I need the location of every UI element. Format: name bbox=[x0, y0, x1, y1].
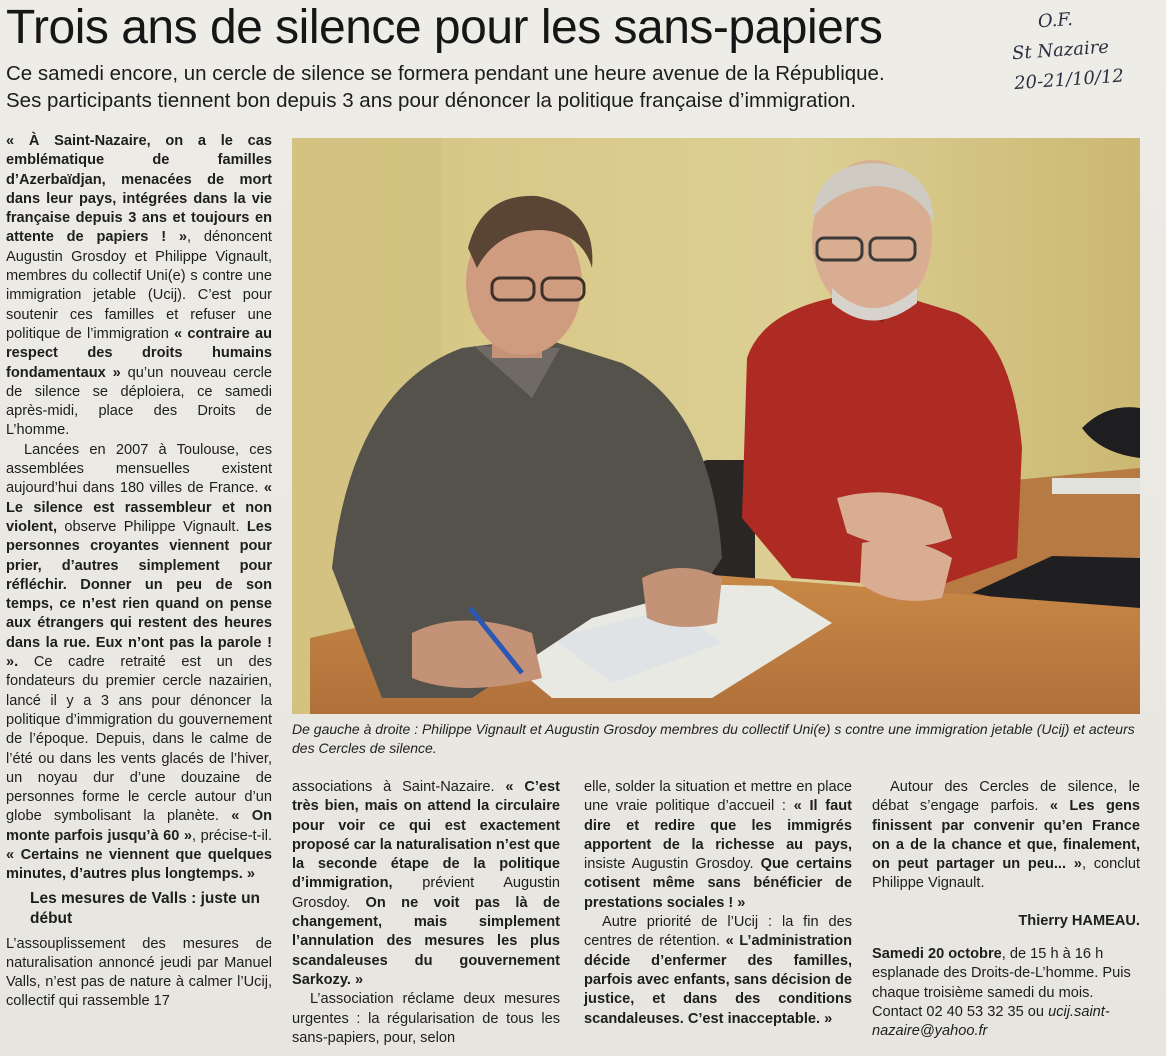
quote-bold: Les personnes croyantes viennent pour prier, d’autres simplement pour réfléchir. Donner un peu de son temps, ce n’est rien quand on pense aux étrangers qui restent des heures dans la rue. Eux n’ont pas la parole ! ». bbox=[6, 518, 272, 671]
body-text: , dénoncent Augustin Grosdoy et Philippe Vignault, membres du collectif Uni(e) s contre une immigration jetable (Ucij). C’est pour soutenir ces familles et refuser une politique de l’immigration bbox=[6, 229, 272, 342]
quote-bold: « Il faut dire et redire que les immigrés apportent de la richesse au pays, bbox=[584, 798, 852, 853]
article-column-1 bbox=[6, 132, 272, 1012]
contact-email: ucij.saint-nazaire@yahoo.fr bbox=[872, 1003, 1110, 1040]
handwritten-note-line: 20-21/10/12 bbox=[1013, 65, 1125, 95]
quote-bold: « C’est très bien, mais on attend la circulaire pour voir ce qui est exactement proposé car la naturalisation n’est que la seconde étape de la politique d’immigration, bbox=[292, 779, 561, 892]
body-text: elle, solder la situation et mettre en place une vraie politique d’accueil : bbox=[584, 779, 852, 815]
body-text: qu’un nouveau cercle de silence se déploiera, ce samedi après-midi, place des Droits de L’homme. bbox=[6, 364, 273, 439]
event-info bbox=[872, 945, 1140, 1041]
quote-bold: « contraire au respect des droits humains fondamentaux » bbox=[6, 325, 272, 381]
standfirst bbox=[6, 60, 1006, 114]
quote-bold: « À Saint-Nazaire, on a le cas emblématique de familles d’Azerbaïdjan, menacées de mort dans leur pays, intégrées dans la vie française depuis 3 ans et toujours en attente de papiers ! » bbox=[6, 133, 272, 246]
body-text: Autour des Cercles de silence, le débat s’engage parfois. bbox=[872, 779, 1140, 815]
body-text: associations à Saint-Nazaire. bbox=[292, 779, 506, 795]
body-text: observe Philippe Vignault. bbox=[57, 518, 247, 535]
author-signature: Thierry HAMEAU. bbox=[1018, 912, 1140, 929]
paragraph bbox=[584, 913, 852, 1029]
quote-bold: On ne voit pas là de changement, mais simplement l’annulation des mesures les plus scandaleuses du gouvernement Sarkozy. » bbox=[292, 894, 560, 988]
handwritten-note-line: St Nazaire bbox=[1011, 36, 1110, 65]
handwritten-note bbox=[1009, 0, 1165, 99]
standfirst-line: Ce samedi encore, un cercle de silence se formera pendant une heure avenue de la République. bbox=[6, 62, 885, 85]
handwritten-note-line: O.F. bbox=[1037, 8, 1074, 33]
article-photo bbox=[292, 138, 1140, 714]
body-text: Lancées en 2007 à Toulouse, ces assemblées mensuelles existent aujourd’hui dans 180 villes de France. bbox=[6, 441, 272, 497]
article-column-4 bbox=[872, 778, 1140, 1042]
paragraph: L’assouplissement des mesures de naturalisation annoncé jeudi par Manuel Valls, n’est pas de nature à calmer l’Ucij, collectif qui rassemble 17 bbox=[6, 935, 272, 1010]
body-text: prévient Augustin Grosdoy. bbox=[292, 875, 560, 911]
quote-bold: Que certains cotisent même sans bénéficier de prestations sociales ! » bbox=[584, 856, 852, 911]
event-date: Samedi 20 octobre bbox=[872, 946, 1002, 963]
body-text: , de 15 h à 16 h esplanade des Droits-de-L’homme. Puis chaque troisième samedi du mois. Contact 02 40 53 32 35 ou bbox=[872, 946, 1131, 1020]
photo-two-men-at-desk bbox=[292, 138, 1140, 714]
paragraph bbox=[872, 778, 1140, 894]
body-text: , précise-t-il. bbox=[192, 827, 273, 844]
article-column-3 bbox=[584, 778, 852, 1029]
body-text: , conclut Philippe Vignault. bbox=[872, 856, 1140, 892]
paragraph bbox=[292, 778, 560, 990]
standfirst-line: Ses participants tiennent bon depuis 3 ans pour dénoncer la politique française d’immigration. bbox=[6, 89, 857, 112]
quote-bold: « On monte parfois jusqu’à 60 » bbox=[6, 808, 272, 844]
quote-bold: « L’administration décide d’enfermer des familles, parfois avec enfants, sans décision de justice, et dans des conditions scandaleuses. C’est inacceptable. » bbox=[584, 933, 852, 1027]
paragraph bbox=[584, 778, 852, 913]
quote-bold: « Certains ne viennent que quelques minutes, d’autres plus longtemps. » bbox=[6, 846, 272, 883]
body-text: Autre priorité de l’Ucij : la fin des centres de rétention. bbox=[584, 914, 852, 950]
body-text: Ce cadre retraité est un des fondateurs du premier cercle nazairien, lancé il y a 3 ans pour dénoncer la politique d’immigration du gouvernement de l’époque. Depuis, dans le calme de l’été ou dans les vents glacés de l’hiver, un noyau dur d’une douzaine de personnes forme le cercle autour d’un globe symbolisant la planète. bbox=[6, 654, 272, 825]
quote-bold: « Le silence est rassembleur et non violent, bbox=[6, 480, 272, 535]
body-text: insiste Augustin Grosdoy. bbox=[584, 856, 761, 873]
subheading: Les mesures de Valls : juste un début bbox=[30, 889, 261, 927]
headline: Trois ans de silence pour les sans-papiers bbox=[6, 1, 883, 54]
article-column-2 bbox=[292, 778, 560, 1048]
paragraph: L’association réclame deux mesures urgentes : la régularisation de tous les sans-papiers, pour, selon bbox=[292, 991, 560, 1046]
photo-caption: De gauche à droite : Philippe Vignault et Augustin Grosdoy membres du collectif Uni(e) s contre une immigration jetable (Ucij) et acteurs des Cercles de silence. bbox=[292, 721, 1135, 756]
quote-bold: « Les gens finissent par convenir qu’en France on a de la chance et que, finalement, on peut partager un peu... » bbox=[872, 798, 1141, 873]
paragraph bbox=[6, 441, 272, 885]
paragraph bbox=[6, 132, 272, 441]
